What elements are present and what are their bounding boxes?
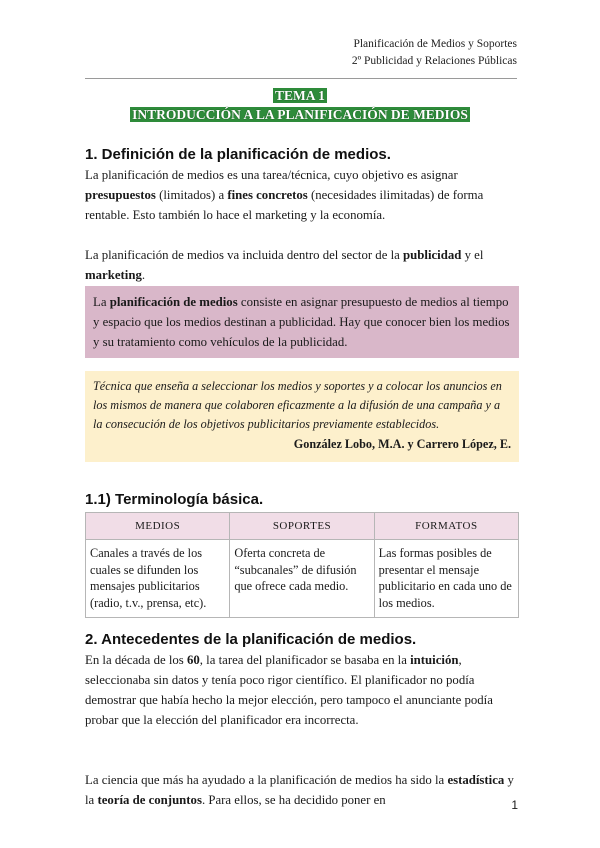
header-divider [85, 78, 517, 79]
section-1 [85, 145, 519, 285]
running-header [352, 36, 517, 70]
quote-text: Técnica que enseña a seleccionar los medios y soportes y a colocar los anuncios en los mismos de manera que colaboren eficazmente a la difusión de una campaña y a la consecución de los objetivos publicitarios previamente establecidos. [93, 379, 502, 431]
header-course-degree: 2º Publicidad y Relaciones Públicas [351, 55, 517, 67]
section-2 [85, 630, 519, 810]
chapter-title [0, 86, 600, 124]
section-1-paragraph-2: La planificación de medios va incluida dentro del sector de la publicidad y el marketing. [85, 248, 484, 282]
table-row [86, 540, 519, 618]
table-cell-formatos: Las formas posibles de presentar el mensaje publicitario en cada uno de los medios. [374, 540, 518, 618]
section-1-heading: 1. Definición de la planificación de medios. [85, 146, 391, 163]
table-cell-medios: Canales a través de los cuales se difunden los mensajes publicitarios (radio, t.v., prensa, etc). [86, 540, 230, 618]
chapter-name: INTRODUCCIÓN A LA PLANIFICACIÓN DE MEDIOS [132, 107, 468, 122]
chapter-number: TEMA 1 [275, 88, 325, 103]
section-2-paragraph-2: La ciencia que más ha ayudado a la planificación de medios ha sido la estadística y la teoría de conjuntos. Para ellos, se ha decidido poner en [85, 773, 514, 807]
definition-box: La planificación de medios consiste en asignar presupuesto de medios al tiempo y espacio que los medios destinan a publicidad. Hay que conocer bien los medios y su tratamiento como vehículos de la publicidad. [85, 286, 519, 358]
table-header-soportes: SOPORTES [230, 513, 374, 540]
header-course-title: Planificación de Medios y Soportes [353, 38, 517, 50]
section-2-paragraph-1: En la década de los 60, la tarea del planificador se basaba en la intuición, seleccionaba sin datos y tenía poco rigor científico. El planificador no podía demostrar que había hecho la mejor elección, pero tampoco el anunciante podía probar que la elección del planificador era incorrecta. [85, 653, 493, 727]
table-header-medios: MEDIOS [86, 513, 230, 540]
page-number: 1 [511, 798, 518, 812]
section-1-paragraph-1: La planificación de medios es una tarea/técnica, cuyo objetivo es asignar presupuestos (limitados) a fines concretos (necesidades ilimitadas) de forma rentable. Esto también lo hace el marketing y la economía. [85, 168, 484, 222]
quote-author: González Lobo, M.A. y Carrero López, E. [293, 437, 511, 451]
table-header-formatos: FORMATOS [374, 513, 518, 540]
terminology-table [85, 512, 519, 618]
table-header-row [86, 513, 519, 540]
quote-box [85, 371, 519, 462]
section-2-heading: 2. Antecedentes de la planificación de medios. [85, 631, 417, 648]
section-1-1 [85, 490, 519, 618]
table-cell-soportes: Oferta concreta de “subcanales” de difusión que ofrece cada medio. [230, 540, 374, 618]
section-1-1-heading: 1.1) Terminología básica. [85, 491, 264, 508]
